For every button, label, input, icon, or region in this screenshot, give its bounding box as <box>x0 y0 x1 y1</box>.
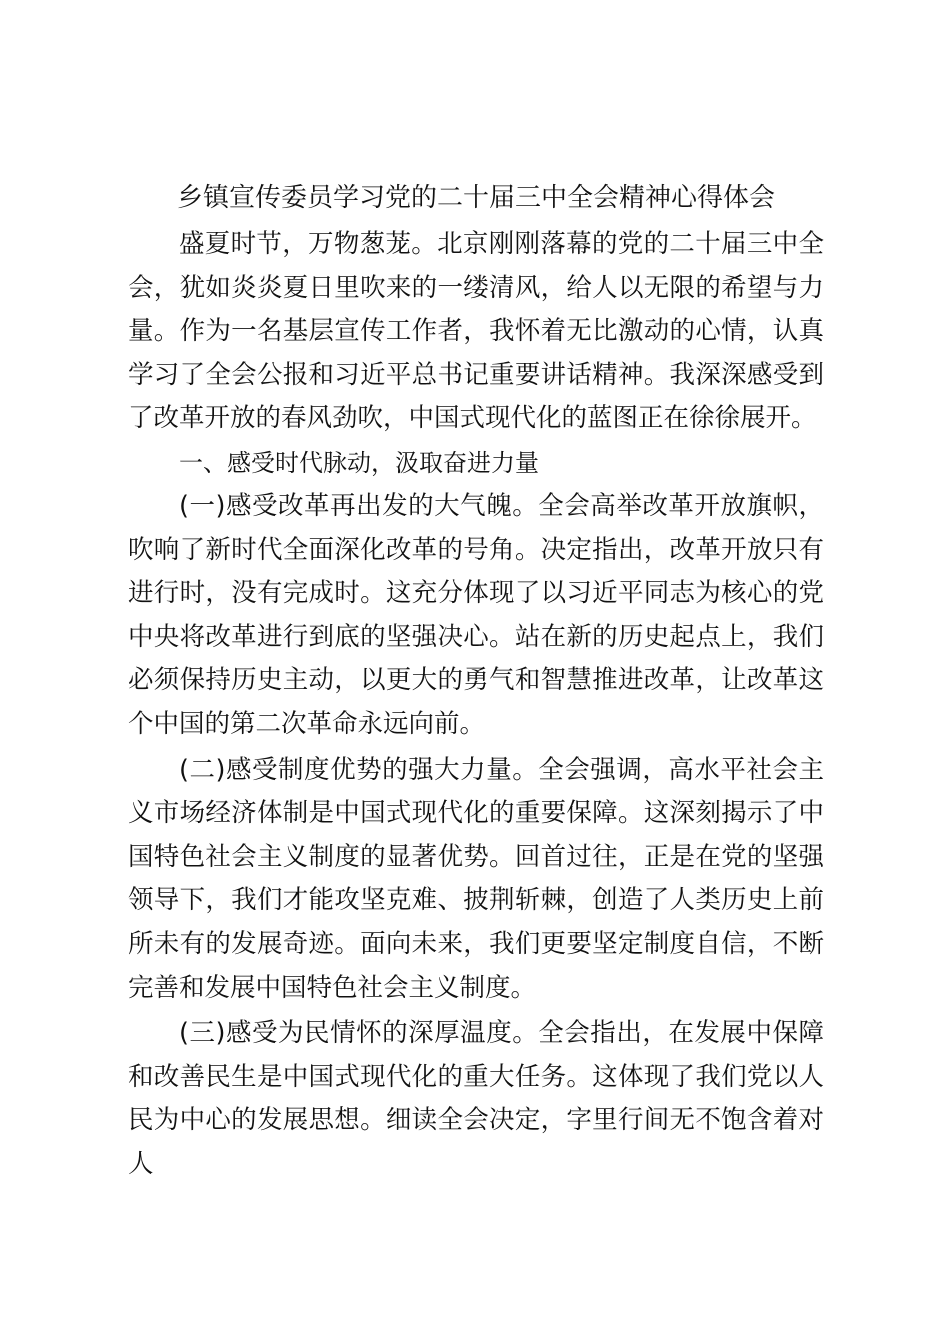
paragraph-3: (三)感受为民情怀的深厚温度。全会指出，在发展中保障和改善民生是中国式现代化的重大任务。这体现了我们党以人民为中心的发展思想。细读全会决定，字里行间无不饱含着对人 <box>128 1018 824 1179</box>
paragraph-1: (一)感受改革再出发的大气魄。全会高举改革开放旗帜，吹响了新时代全面深化改革的号角。决定指出，改革开放只有进行时，没有完成时。这充分体现了以习近平同志为核心的党中央将改革进行到底的坚强决心。站在新的历史起点上，我们必须保持历史主动，以更大的勇气和智慧推进改革，让改革这个中国的第二次革命永远向前。 <box>128 490 824 739</box>
section-1-heading: 一、感受时代脉动，汲取奋进力量 <box>179 448 539 477</box>
document-title: 乡镇宣传委员学习党的二十届三中全会精神心得体会 <box>176 183 775 213</box>
document-body <box>128 173 824 1186</box>
paragraph-2: (二)感受制度优势的强大力量。全会强调，高水平社会主义市场经济体制是中国式现代化的重要保障。这深刻揭示了中国特色社会主义制度的显著优势。回首过往，正是在党的坚强领导下，我们才能攻坚克难、披荆斩棘，创造了人类历史上前所未有的发展奇迹。面向未来，我们更要坚定制度自信，不断完善和发展中国特色社会主义制度。 <box>128 754 824 1003</box>
intro-paragraph: 盛夏时节，万物葱茏。北京刚刚落幕的党的二十届三中全会，犹如炎炎夏日里吹来的一缕清风，给人以无限的希望与力量。作为一名基层宣传工作者，我怀着无比激动的心情，认真学习了全会公报和习近平总书记重要讲话精神。我深深感受到了改革开放的春风劲吹，中国式现代化的蓝图正在徐徐展开。 <box>128 229 824 434</box>
